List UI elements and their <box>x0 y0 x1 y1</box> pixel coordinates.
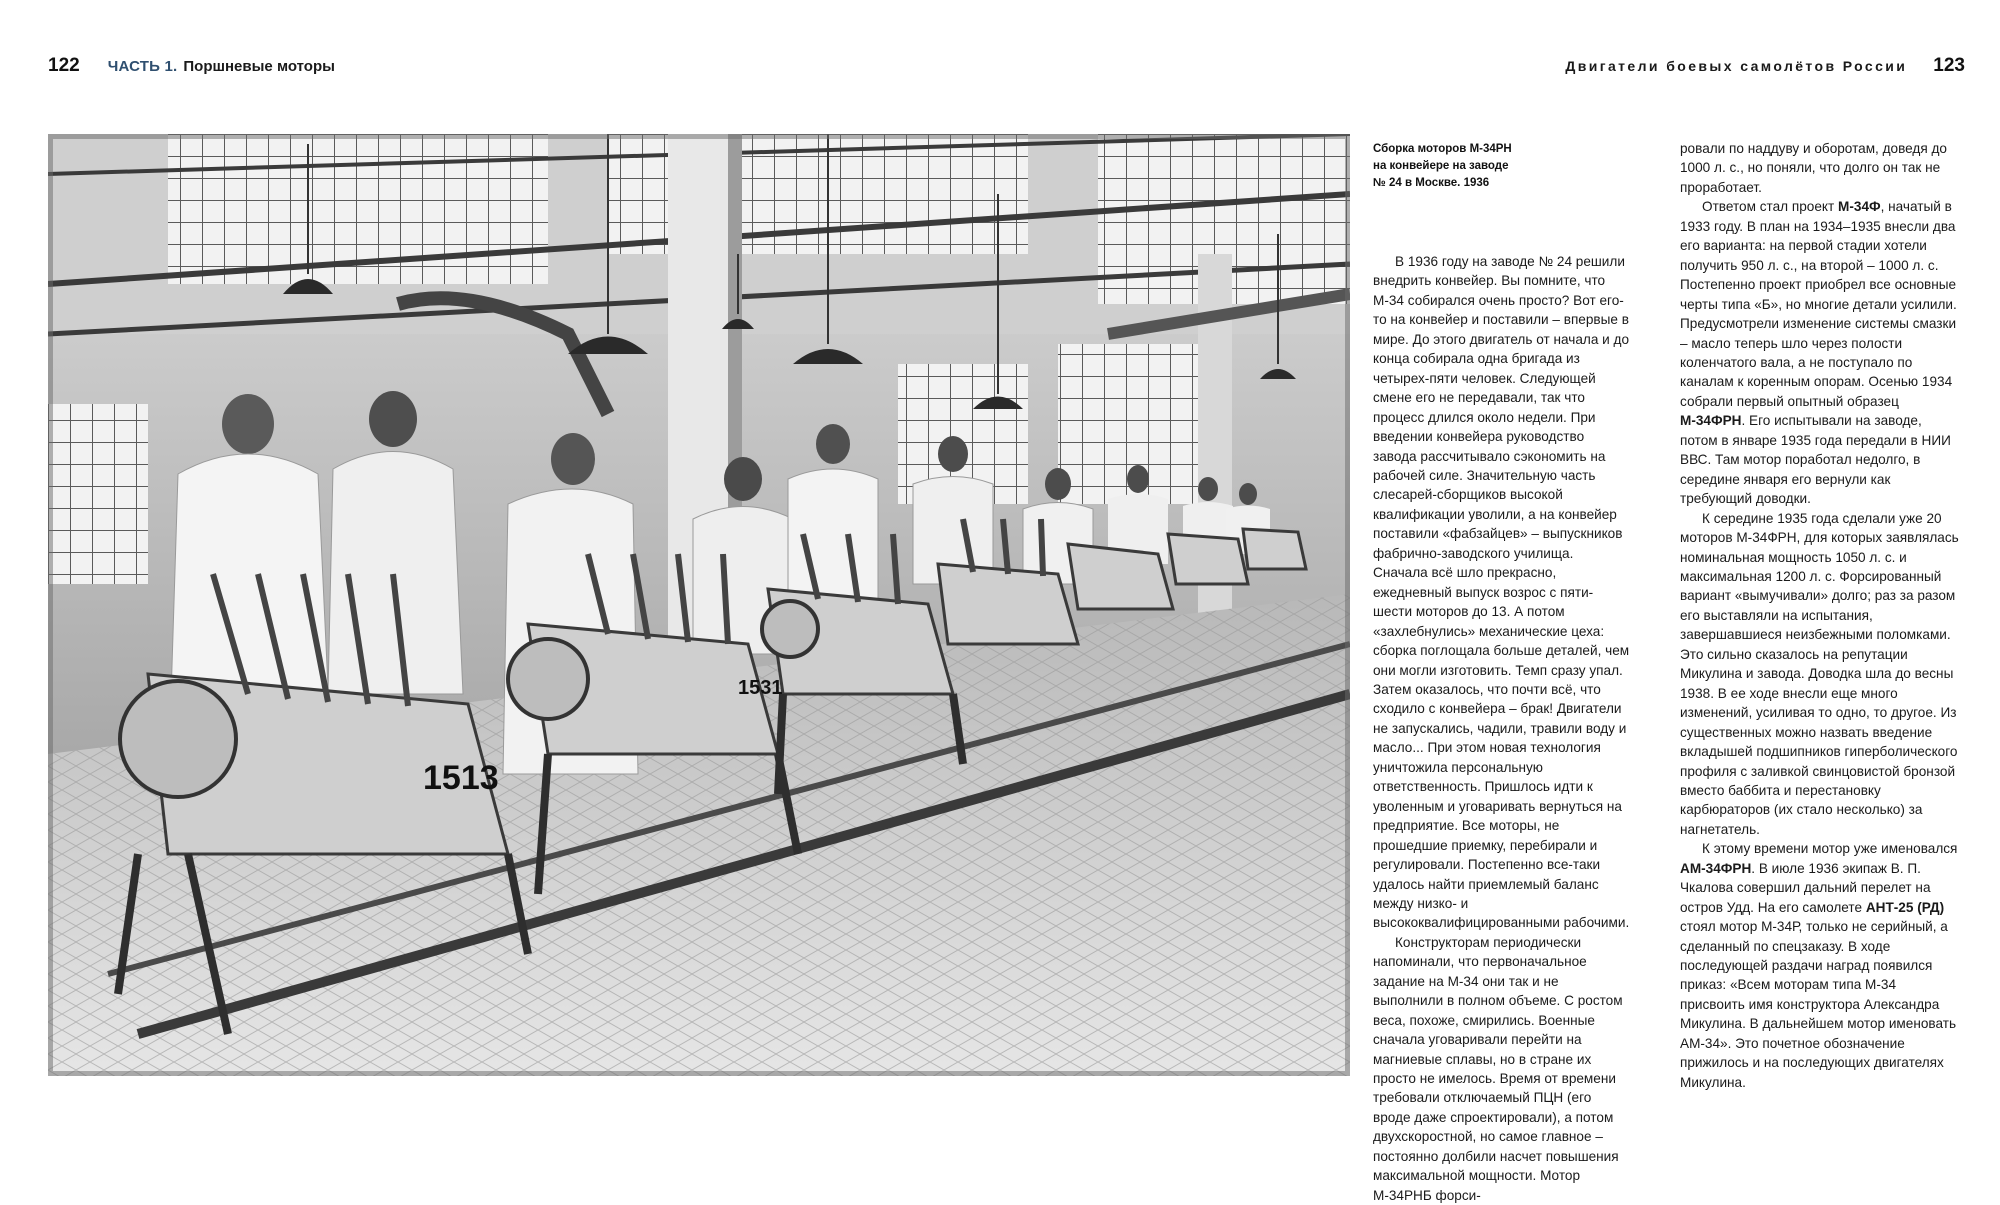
part-title: Поршневые моторы <box>183 58 335 75</box>
right-page-number: 123 <box>1933 55 1965 76</box>
engine-number-marking: 1513 <box>423 759 499 797</box>
engine-number-marking-2: 1531 <box>738 677 783 699</box>
left-page-header <box>48 55 335 85</box>
paragraph: К этому времени мотор уже именовался АМ-34ФРН. В июле 1936 экипаж В. П. Чкалова совершил дальний перелет на остров Удд. На его самолете АНТ-25 (РД) стоял мотор М-34Р, только не серийный, а сделанный по спецзаказу. В ходе последующей раздачи наград появился приказ: «Всем моторам типа М-34 присвоить имя конструктора Александра Микулина. В дальнейшем мотор именовать АМ-34». Это почетное обозначение прижилось и на последующих двигателях Микулина. <box>1680 841 1958 1090</box>
book-title: Двигатели боевых самолётов России <box>1565 58 1908 74</box>
paragraph: К середине 1935 года сделали уже 20 моторов М-34ФРН, для которых заявлялась номинальная мощность 1050 л. с. и максимальная 1200 л. с. Форсированный вариант «вымучивали» долго; раз за разом его выставляли на испытания, завершавшиеся неизбежными поломками. Это сильно сказалось на репутации Микулина и завода. Доводка шла до весны 1938. В ее ходе внесли еще много изменений, усиливая то одно, то другое. Из существенных можно назвать введение вкладышей подшипников гиперболического профиля с заливкой свинцовистой бронзой вместо баббита и перестановку карбюраторов (их стало несколько) за нагнетатель. <box>1680 510 1959 837</box>
text-column-right <box>1680 139 1962 1092</box>
paragraph: Конструкторам периодически напоминали, что первоначальное задание на М-34 они так и не выполнили в полном объеме. С ростом веса, похоже, смирились. Военные сначала уговаривали перейти на магниевые сплавы, но в стране их просто не имелось. Время от времени требовали отключаемый ПЦН (его вроде даже спроектировали), а потом двухскоростной, но самое главное – постоянно долбили насчет повышения максимальной мощности. Мотор М-34РНБ форси- <box>1373 934 1623 1203</box>
paragraph: Ответом стал проект М-34Ф, начатый в 1933 году. В план на 1934–1935 внесли два его варианта: на первой стадии хотели получить 950 л. с., на второй – 1000 л. с. Постепенно проект приобрел все основные черты типа «Б», но многие детали усилили. Предусмотрели изменение системы смазки – масло теперь шло через полости коленчатого вала, а не поступало по каналам к коренным опорам. Осенью 1934 собрали первый опытный образец М-34ФРН. Его испытывали на заводе, потом в январе 1935 года передали в НИИ ВВС. Там мотор поработал недолго, в середине января его вернули как требующий доводки. <box>1680 199 1957 507</box>
aircraft-ant25: АНТ-25 (РД) <box>1865 899 1945 915</box>
paragraph: ровали по наддуву и оборотам, доведя до 1000 л. с., но поняли, что долго он так не проработает. <box>1680 141 1947 195</box>
factory-assembly-photo <box>48 134 1350 1076</box>
engine-model-m34frn: М-34ФРН <box>1680 413 1742 429</box>
text-column-left <box>1373 252 1631 1205</box>
right-page-header <box>1565 55 1965 85</box>
engine-model-m34f: М-34Ф <box>1838 199 1881 215</box>
photo-caption: Сборка моторов М-34РН на конвейере на заводе № 24 в Москве. 1936 <box>1373 143 1512 189</box>
left-page-number: 122 <box>48 55 80 76</box>
paragraph: В 1936 году на заводе № 24 решили внедрить конвейер. Вы помните, что М-34 собирался очень просто? Вот его-то на конвейер и поставили – впервые в мире. До этого двигатель от начала и до конца собирала одна бригада из четырех-пяти человек. Следующей смене его не передавали, так что процесс длился около недели. При введении конвейера руководство завода рассчитывало сэкономить на рабочей силе. Значительную часть слесарей-сборщиков высокой квалификации уволили, а на конвейер поставили «фабзайцев» – выпускников фабрично-заводского училища. Сначала всё шло прекрасно, ежедневный выпуск возрос с пяти-шести моторов до 13. А потом «захлебнулись» механические цеха: сборка поглощала больше деталей, чем они могли изготовить. Темп сразу упал. Затем оказалось, что почти всё, что сходило с конвейера – брак! Двигатели не запускались, чадили, травили воду и масло... При этом новая технология уничтожила персональную ответственность. Пришлось идти к уволенным и уговаривать вернуться на предприятие. Все моторы, не прошедшие приемку, перебирали и регулировали. Постепенно все-таки удалось найти приемлемый баланс между низко- и высококвалифицированными рабочими. <box>1373 254 1630 931</box>
part-label: ЧАСТЬ 1. <box>107 58 178 75</box>
engine-model-am34frn: АМ-34ФРН <box>1680 860 1752 876</box>
